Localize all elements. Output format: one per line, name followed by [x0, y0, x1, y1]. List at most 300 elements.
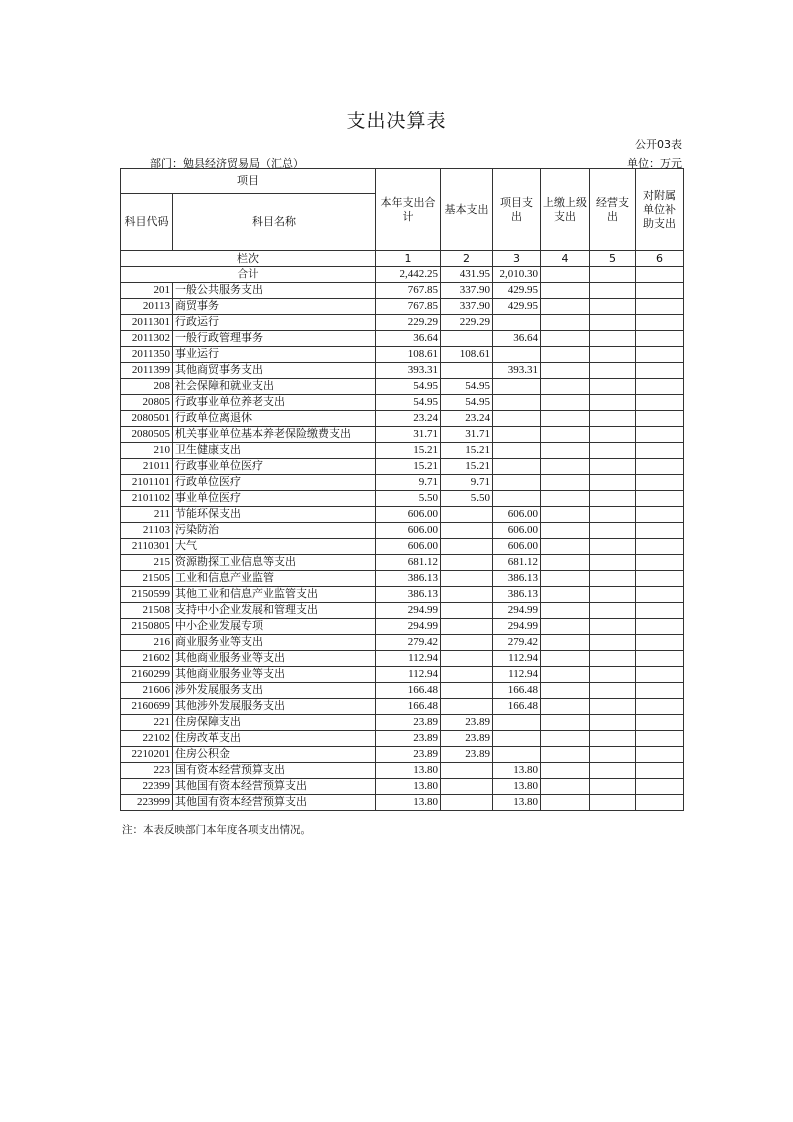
subject-name: 资源勘探工业信息等支出: [173, 555, 376, 571]
empty-cell: [636, 571, 684, 587]
empty-cell: [590, 299, 636, 315]
empty-cell: [541, 699, 590, 715]
amount-basic: 337.90: [441, 299, 493, 315]
empty-cell: [541, 427, 590, 443]
subject-name: 机关事业单位基本养老保险缴费支出: [173, 427, 376, 443]
amount-total: 386.13: [376, 587, 441, 603]
table-row: [121, 571, 684, 587]
empty-cell: [590, 571, 636, 587]
amount-total: 15.21: [376, 459, 441, 475]
amount-project: 606.00: [493, 539, 541, 555]
amount-total: 23.89: [376, 715, 441, 731]
amount-project: 166.48: [493, 699, 541, 715]
amount-total: 166.48: [376, 683, 441, 699]
amount-project: [493, 475, 541, 491]
table-row: [121, 459, 684, 475]
amount-project: 606.00: [493, 523, 541, 539]
subject-code: 223999: [121, 795, 173, 811]
empty-cell: [590, 587, 636, 603]
row-index-6: 6: [636, 251, 684, 267]
amount-total: 606.00: [376, 507, 441, 523]
amount-total: 294.99: [376, 619, 441, 635]
empty-cell: [636, 603, 684, 619]
amount-basic: 54.95: [441, 395, 493, 411]
subject-name: 中小企业发展专项: [173, 619, 376, 635]
amount-project: 681.12: [493, 555, 541, 571]
empty-cell: [541, 667, 590, 683]
empty-cell: [590, 795, 636, 811]
amount-basic: 23.89: [441, 747, 493, 763]
subject-code: 215: [121, 555, 173, 571]
amount-project: 36.64: [493, 331, 541, 347]
empty-cell: [636, 587, 684, 603]
empty-cell: [541, 299, 590, 315]
row-index-4: 4: [541, 251, 590, 267]
amount-total: 112.94: [376, 667, 441, 683]
empty-cell: [636, 283, 684, 299]
empty-cell: [541, 747, 590, 763]
subject-name: 其他商贸事务支出: [173, 363, 376, 379]
empty-cell: [541, 523, 590, 539]
empty-cell: [590, 395, 636, 411]
empty-cell: [541, 347, 590, 363]
empty-cell: [636, 427, 684, 443]
amount-total: 279.42: [376, 635, 441, 651]
empty-cell: [590, 779, 636, 795]
amount-project: [493, 411, 541, 427]
empty-cell: [590, 747, 636, 763]
subject-code: 216: [121, 635, 173, 651]
empty-cell: [541, 587, 590, 603]
amount-basic: [441, 331, 493, 347]
table-row: [121, 667, 684, 683]
table-row: [121, 587, 684, 603]
amount-basic: [441, 619, 493, 635]
subject-name: 节能环保支出: [173, 507, 376, 523]
table-row: [121, 475, 684, 491]
header-code: 科目代码: [121, 194, 173, 251]
empty-cell: [541, 363, 590, 379]
subject-name: 事业单位医疗: [173, 491, 376, 507]
amount-basic: [441, 795, 493, 811]
empty-cell: [541, 443, 590, 459]
footnote: 注：本表反映部门本年度各项支出情况。: [122, 824, 311, 836]
row-index-1: 1: [376, 251, 441, 267]
empty-cell: [636, 363, 684, 379]
empty-cell: [636, 507, 684, 523]
empty-cell: [541, 571, 590, 587]
empty-cell: [636, 747, 684, 763]
empty-cell: [590, 763, 636, 779]
empty-cell: [541, 779, 590, 795]
amount-total: 54.95: [376, 379, 441, 395]
empty-cell: [541, 395, 590, 411]
subject-name: 其他工业和信息产业监管支出: [173, 587, 376, 603]
empty-cell: [636, 475, 684, 491]
table-row: [121, 363, 684, 379]
amount-project: 13.80: [493, 795, 541, 811]
empty-cell: [541, 619, 590, 635]
table-row: [121, 619, 684, 635]
subject-code: 223: [121, 763, 173, 779]
department-label: 部门：勉县经济贸易局（汇总）: [150, 157, 304, 170]
amount-total: 15.21: [376, 443, 441, 459]
empty-cell: [541, 411, 590, 427]
amount-project: 294.99: [493, 619, 541, 635]
amount-project: 294.99: [493, 603, 541, 619]
empty-cell: [636, 315, 684, 331]
subject-name: 支持中小企业发展和管理支出: [173, 603, 376, 619]
subject-name: 其他涉外发展服务支出: [173, 699, 376, 715]
amount-project: 386.13: [493, 587, 541, 603]
amount-total: 31.71: [376, 427, 441, 443]
amount-total: 112.94: [376, 651, 441, 667]
table-row: [121, 699, 684, 715]
empty-cell: [590, 507, 636, 523]
empty-cell: [636, 299, 684, 315]
table-row: [121, 731, 684, 747]
empty-cell: [636, 331, 684, 347]
row-index-3: 3: [493, 251, 541, 267]
empty-cell: [590, 603, 636, 619]
subject-code: 208: [121, 379, 173, 395]
empty-cell: [541, 683, 590, 699]
table-row: [121, 555, 684, 571]
empty-cell: [541, 651, 590, 667]
table-row: [121, 315, 684, 331]
amount-total: 23.89: [376, 747, 441, 763]
empty-cell: [636, 619, 684, 635]
amount-total: 13.80: [376, 763, 441, 779]
amount-basic: [441, 363, 493, 379]
table-row: [121, 683, 684, 699]
empty-cell: [636, 491, 684, 507]
table-row: [121, 443, 684, 459]
expenditure-table: [120, 168, 684, 811]
table-row: [121, 299, 684, 315]
empty-cell: [590, 731, 636, 747]
empty-cell: [636, 683, 684, 699]
subject-code: 2080501: [121, 411, 173, 427]
empty-cell: [636, 539, 684, 555]
header-project: 项目: [121, 169, 376, 194]
subject-name: 其他商业服务业等支出: [173, 651, 376, 667]
table-row: [121, 795, 684, 811]
empty-cell: [636, 443, 684, 459]
amount-project: 606.00: [493, 507, 541, 523]
amount-basic: [441, 507, 493, 523]
amount-total: 13.80: [376, 795, 441, 811]
subject-name: 一般行政管理事务: [173, 331, 376, 347]
table-row: [121, 539, 684, 555]
empty-cell: [590, 363, 636, 379]
amount-basic: [441, 699, 493, 715]
table-row: [121, 763, 684, 779]
subject-code: 21505: [121, 571, 173, 587]
amount-basic: [441, 603, 493, 619]
empty-cell: [541, 603, 590, 619]
amount-project: 386.13: [493, 571, 541, 587]
empty-cell: [590, 699, 636, 715]
subject-code: 2150599: [121, 587, 173, 603]
amount-project: [493, 315, 541, 331]
table-row: [121, 651, 684, 667]
table-row: [121, 715, 684, 731]
empty-cell: [541, 379, 590, 395]
subject-code: 2101102: [121, 491, 173, 507]
amount-basic: 31.71: [441, 427, 493, 443]
empty-cell: [590, 667, 636, 683]
amount-total: 5.50: [376, 491, 441, 507]
amount-project: [493, 427, 541, 443]
amount-basic: 15.21: [441, 443, 493, 459]
amount-basic: [441, 587, 493, 603]
subject-code: 2011350: [121, 347, 173, 363]
table-row: [121, 635, 684, 651]
subject-code: 21011: [121, 459, 173, 475]
table-row: [121, 747, 684, 763]
subject-name: 行政事业单位医疗: [173, 459, 376, 475]
amount-project: 429.95: [493, 283, 541, 299]
amount-total: 54.95: [376, 395, 441, 411]
empty-cell: [636, 411, 684, 427]
empty-cell: [636, 667, 684, 683]
subject-code: 201: [121, 283, 173, 299]
subject-code: 20113: [121, 299, 173, 315]
empty-cell: [636, 379, 684, 395]
amount-project: 13.80: [493, 779, 541, 795]
empty-cell: [541, 731, 590, 747]
amount-total: 108.61: [376, 347, 441, 363]
subject-name: 住房公积金: [173, 747, 376, 763]
empty-cell: [590, 347, 636, 363]
header-subsidy: 对附属单位补助支出: [636, 169, 684, 251]
subject-name: 大气: [173, 539, 376, 555]
total-label: 合计: [121, 267, 376, 283]
total-amount: 2,442.25: [376, 267, 441, 283]
empty-cell: [636, 395, 684, 411]
amount-total: 9.71: [376, 475, 441, 491]
subject-name: 事业运行: [173, 347, 376, 363]
subject-code: 2160699: [121, 699, 173, 715]
empty-cell: [636, 763, 684, 779]
subject-name: 商业服务业等支出: [173, 635, 376, 651]
empty-cell: [636, 731, 684, 747]
subject-name: 国有资本经营预算支出: [173, 763, 376, 779]
empty-cell: [541, 283, 590, 299]
empty-cell: [590, 379, 636, 395]
amount-total: 386.13: [376, 571, 441, 587]
amount-basic: 15.21: [441, 459, 493, 475]
table-row: [121, 347, 684, 363]
header-business: 经营支出: [590, 169, 636, 251]
empty-cell: [590, 523, 636, 539]
subject-name: 其他商业服务业等支出: [173, 667, 376, 683]
unit-label: 单位：万元: [627, 157, 682, 170]
amount-project: 393.31: [493, 363, 541, 379]
amount-total: 13.80: [376, 779, 441, 795]
subject-code: 2160299: [121, 667, 173, 683]
empty-cell: [636, 555, 684, 571]
subject-name: 住房保障支出: [173, 715, 376, 731]
empty-cell: [590, 491, 636, 507]
amount-basic: [441, 635, 493, 651]
amount-project: 112.94: [493, 651, 541, 667]
amount-project: 166.48: [493, 683, 541, 699]
amount-basic: 108.61: [441, 347, 493, 363]
table-row: [121, 779, 684, 795]
empty-cell: [636, 635, 684, 651]
amount-basic: 9.71: [441, 475, 493, 491]
table-row: [121, 523, 684, 539]
amount-project: [493, 747, 541, 763]
amount-project: [493, 731, 541, 747]
table-row: [121, 331, 684, 347]
subject-name: 行政单位离退休: [173, 411, 376, 427]
subject-code: 210: [121, 443, 173, 459]
amount-project: 13.80: [493, 763, 541, 779]
subject-code: 21508: [121, 603, 173, 619]
subject-code: 21103: [121, 523, 173, 539]
empty-cell: [590, 283, 636, 299]
empty-cell: [541, 315, 590, 331]
amount-basic: [441, 651, 493, 667]
table-row: [121, 507, 684, 523]
amount-total: 36.64: [376, 331, 441, 347]
empty-cell: [590, 539, 636, 555]
subject-name: 其他国有资本经营预算支出: [173, 795, 376, 811]
empty-cell: [541, 539, 590, 555]
amount-total: 606.00: [376, 539, 441, 555]
empty-cell: [590, 651, 636, 667]
header-total: 本年支出合计: [376, 169, 441, 251]
empty-cell: [636, 651, 684, 667]
subject-code: 221: [121, 715, 173, 731]
amount-basic: 23.89: [441, 715, 493, 731]
row-index-label: 栏次: [121, 251, 376, 267]
amount-basic: [441, 763, 493, 779]
subject-code: 22102: [121, 731, 173, 747]
table-row: [121, 411, 684, 427]
empty-cell: [541, 795, 590, 811]
amount-total: 23.24: [376, 411, 441, 427]
empty-cell: [541, 459, 590, 475]
empty-cell: [590, 411, 636, 427]
empty-cell: [541, 491, 590, 507]
empty-cell: [541, 507, 590, 523]
empty-cell: [590, 475, 636, 491]
amount-project: 279.42: [493, 635, 541, 651]
subject-name: 污染防治: [173, 523, 376, 539]
header-project-exp: 项目支出: [493, 169, 541, 251]
subject-code: 21602: [121, 651, 173, 667]
total-basic: 431.95: [441, 267, 493, 283]
empty-cell: [590, 459, 636, 475]
subject-name: 涉外发展服务支出: [173, 683, 376, 699]
amount-project: 429.95: [493, 299, 541, 315]
empty-cell: [541, 555, 590, 571]
amount-total: 767.85: [376, 299, 441, 315]
page-title: 支出决算表: [346, 110, 447, 132]
amount-total: 229.29: [376, 315, 441, 331]
subject-code: 2011302: [121, 331, 173, 347]
amount-total: 294.99: [376, 603, 441, 619]
empty-cell: [636, 795, 684, 811]
empty-cell: [590, 555, 636, 571]
amount-total: 23.89: [376, 731, 441, 747]
total-project: 2,010.30: [493, 267, 541, 283]
row-index-2: 2: [441, 251, 493, 267]
table-row: [121, 283, 684, 299]
empty-cell: [636, 523, 684, 539]
subject-code: 2210201: [121, 747, 173, 763]
amount-basic: [441, 539, 493, 555]
header-basic: 基本支出: [441, 169, 493, 251]
amount-total: 606.00: [376, 523, 441, 539]
amount-basic: 337.90: [441, 283, 493, 299]
amount-project: [493, 379, 541, 395]
total-row: [121, 267, 684, 283]
amount-total: 767.85: [376, 283, 441, 299]
amount-basic: [441, 779, 493, 795]
subject-name: 一般公共服务支出: [173, 283, 376, 299]
amount-basic: 229.29: [441, 315, 493, 331]
amount-basic: [441, 667, 493, 683]
empty-cell: [541, 475, 590, 491]
amount-project: 112.94: [493, 667, 541, 683]
amount-project: [493, 459, 541, 475]
amount-project: [493, 395, 541, 411]
row-index-5: 5: [590, 251, 636, 267]
table-row: [121, 427, 684, 443]
table-row: [121, 379, 684, 395]
subject-code: 2080505: [121, 427, 173, 443]
subject-name: 行政运行: [173, 315, 376, 331]
amount-project: [493, 491, 541, 507]
empty-cell: [590, 715, 636, 731]
empty-cell: [636, 715, 684, 731]
empty-cell: [636, 779, 684, 795]
amount-basic: [441, 683, 493, 699]
empty-cell: [590, 331, 636, 347]
subject-name: 行政单位医疗: [173, 475, 376, 491]
amount-total: 393.31: [376, 363, 441, 379]
subject-name: 工业和信息产业监管: [173, 571, 376, 587]
subject-name: 社会保障和就业支出: [173, 379, 376, 395]
amount-total: 166.48: [376, 699, 441, 715]
amount-project: [493, 443, 541, 459]
amount-project: [493, 715, 541, 731]
subject-name: 行政事业单位养老支出: [173, 395, 376, 411]
amount-project: [493, 347, 541, 363]
empty-cell: [590, 683, 636, 699]
empty-cell: [636, 459, 684, 475]
table-row: [121, 491, 684, 507]
amount-basic: 23.89: [441, 731, 493, 747]
subject-name: 商贸事务: [173, 299, 376, 315]
subject-code: 2150805: [121, 619, 173, 635]
subject-code: 2011399: [121, 363, 173, 379]
subject-code: 2110301: [121, 539, 173, 555]
empty-cell: [590, 619, 636, 635]
empty-cell: [636, 347, 684, 363]
amount-basic: [441, 571, 493, 587]
subject-code: 211: [121, 507, 173, 523]
empty-cell: [541, 635, 590, 651]
header-upper: 上缴上级支出: [541, 169, 590, 251]
amount-basic: 23.24: [441, 411, 493, 427]
subject-code: 21606: [121, 683, 173, 699]
